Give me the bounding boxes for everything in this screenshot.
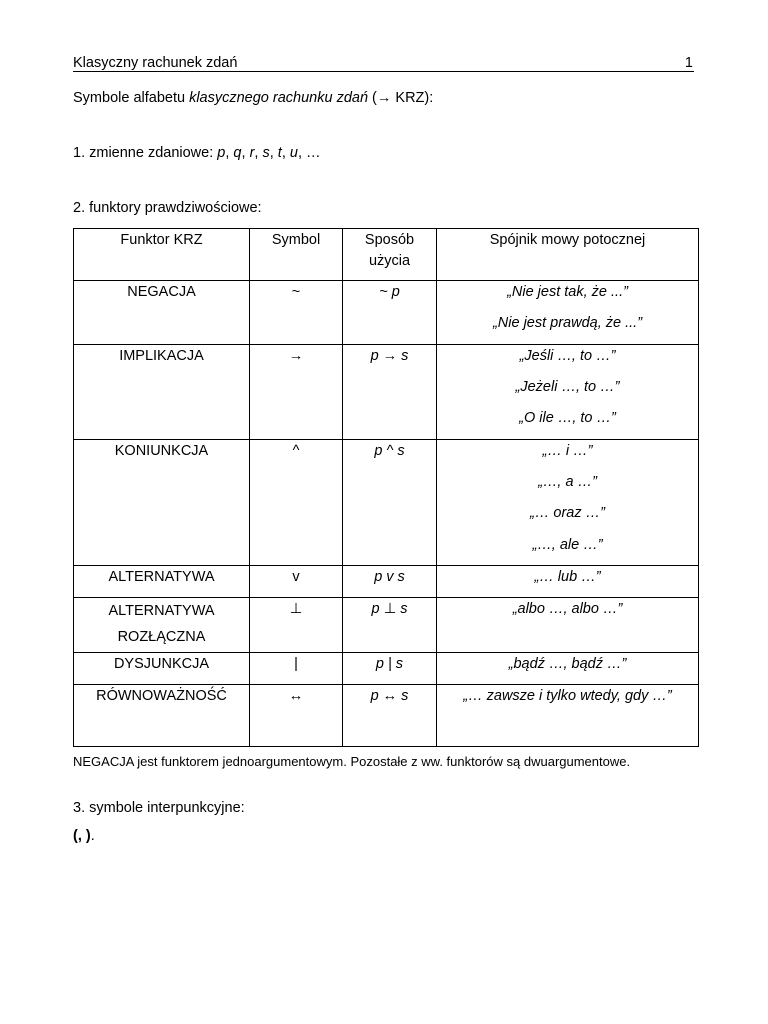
functor-name: ALTERNATYWA — [74, 566, 250, 598]
col-header-usage: Sposób użycia — [343, 229, 437, 281]
connective-phrase: „Nie jest prawdą, że ...” — [492, 315, 643, 331]
colloquial-connectives — [437, 598, 699, 653]
connective-phrase: „…, ale …” — [532, 536, 603, 553]
connective-phrase: „… i …” — [542, 442, 593, 459]
functors-table — [73, 228, 699, 747]
section-3-label: 3. symbole interpunkcyjne: — [73, 800, 245, 816]
intro-italic: klasycznego rachunku zdań — [189, 90, 369, 106]
connective-phrase: „bądź …, bądź …” — [508, 656, 627, 672]
functor-name: KONIUNKCJA — [74, 439, 250, 566]
table-row — [74, 566, 699, 598]
functor-symbol: → — [250, 344, 343, 439]
table-note: NEGACJA jest funktorem jednoargumentowym. Pozostałe z ww. funktorów są dwuargumentowe. — [73, 754, 631, 769]
col-header-symbol: Symbol — [250, 229, 343, 281]
colloquial-connectives — [437, 566, 699, 598]
table-header-row — [74, 229, 699, 281]
functor-usage: p ⊥ s — [343, 598, 437, 653]
var-t: t — [277, 145, 282, 161]
connective-phrase: „… zawsze i tylko wtedy, gdy …” — [463, 688, 672, 704]
section-2-label: 2. funktory prawdziwościowe: — [73, 200, 262, 216]
functor-symbol: ⊥ — [250, 598, 343, 653]
section-1-label: 1. zmienne zdaniowe: — [73, 145, 218, 161]
connective-phrase: „O ile …, to …” — [519, 410, 616, 426]
functor-usage: p ^ s — [343, 439, 437, 566]
table-row — [74, 281, 699, 345]
functor-name: NEGACJA — [74, 281, 250, 345]
functor-symbol: ~ — [250, 281, 343, 345]
colloquial-connectives — [437, 439, 699, 566]
functor-symbol: ↔ — [250, 685, 343, 747]
connective-phrase: „Nie jest tak, że ...” — [507, 284, 628, 300]
var-s: s — [262, 145, 270, 161]
table-row — [74, 344, 699, 439]
connective-phrase: „albo …, albo …” — [512, 601, 623, 617]
intro-prefix: Symbole alfabetu — [73, 90, 190, 106]
functor-symbol: | — [250, 653, 343, 685]
functor-symbol: ^ — [250, 439, 343, 566]
var-q: q — [233, 145, 242, 161]
document-title: Klasyczny rachunek zdań — [73, 55, 238, 71]
intro-suffix: (→ KRZ): — [368, 90, 434, 106]
functor-name: ALTERNATYWA ROZŁĄCZNA — [74, 598, 250, 653]
connective-phrase: „… oraz …” — [530, 505, 605, 521]
page-header — [73, 55, 694, 72]
punctuation-symbols: (, ) — [73, 828, 91, 844]
section-3-content — [73, 828, 95, 844]
colloquial-connectives — [437, 653, 699, 685]
functor-usage: p → s — [343, 344, 437, 439]
section-1: 1. zmienne zdaniowe: p, q, r, s, t, u, … — [73, 145, 321, 161]
table-row — [74, 653, 699, 685]
functor-name: IMPLIKACJA — [74, 344, 250, 439]
var-p: p — [217, 145, 226, 161]
table-row — [74, 685, 699, 747]
connective-phrase: „Jeżeli …, to …” — [515, 378, 620, 395]
colloquial-connectives — [437, 685, 699, 747]
var-u: u — [289, 145, 298, 161]
functor-name: RÓWNOWAŻNOŚĆ — [74, 685, 250, 747]
functor-usage: p ↔ s — [343, 685, 437, 747]
col-header-functor: Funktor KRZ — [74, 229, 250, 281]
connective-phrase: „Jeśli …, to …” — [519, 347, 616, 364]
connective-phrase: „…, a …” — [538, 473, 597, 490]
col-header-phrase: Spójnik mowy potocznej — [437, 229, 699, 281]
functor-name: DYSJUNKCJA — [74, 653, 250, 685]
colloquial-connectives — [437, 281, 699, 345]
functor-usage: ~ p — [343, 281, 437, 345]
functor-symbol: v — [250, 566, 343, 598]
colloquial-connectives — [437, 344, 699, 439]
var-r: r — [249, 145, 255, 161]
vars-ellipsis: … — [306, 145, 321, 161]
intro-line — [73, 90, 433, 106]
table-row — [74, 439, 699, 566]
connective-phrase: „… lub …” — [534, 569, 601, 585]
table-row — [74, 598, 699, 653]
punctuation-period: . — [90, 828, 95, 844]
page-number: 1 — [684, 55, 693, 71]
functor-usage: p v s — [343, 566, 437, 598]
functor-usage: p | s — [343, 653, 437, 685]
